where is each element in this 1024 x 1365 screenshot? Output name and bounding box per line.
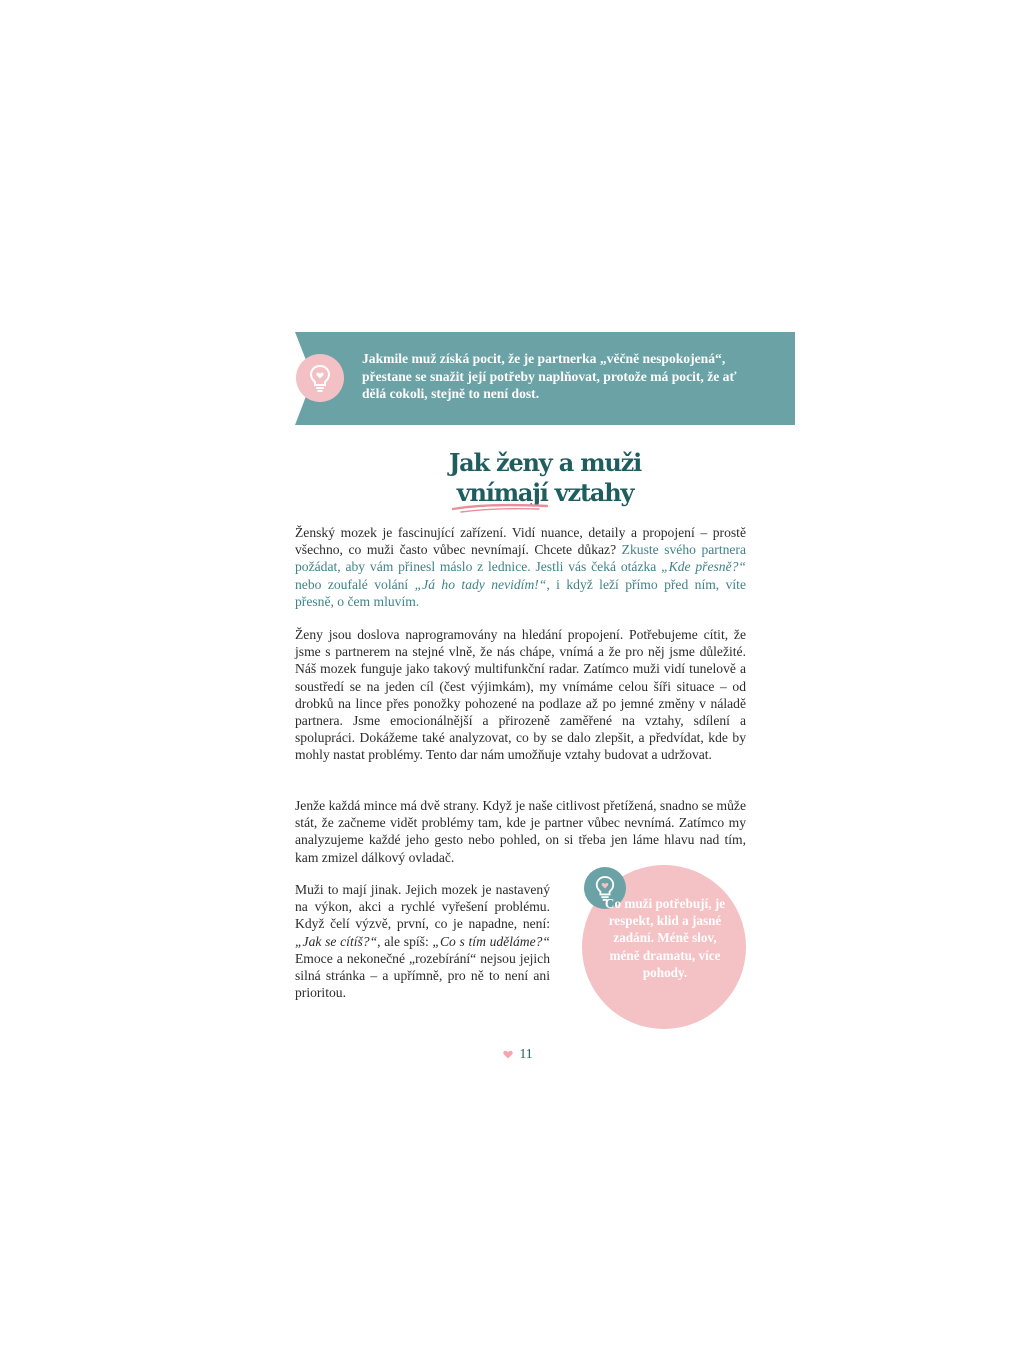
- lightbulb-heart-icon: [296, 354, 344, 402]
- p1-text-a: Ženský mozek je fascinující zařízení. Vidí nuance, detaily a propojení – prostě všechno, co muži často vůbec nevnímají. Chcete důkaz?: [295, 525, 746, 558]
- banner-quote-text: Jakmile muž získá pocit, že je partnerka „věčně nespokojená“, přestane se snažit její potřeby naplňovat, protože má pocit, že ať dělá cokoli, stejně to není dost.: [362, 351, 737, 401]
- p1-text-e: „Já ho tady nevidím!“: [414, 576, 547, 592]
- paragraph-1: [295, 524, 746, 610]
- p1-text-c: „Kde přesně?“: [661, 559, 746, 575]
- p4-text-d: „Co s tím uděláme?“: [432, 933, 550, 949]
- p1-text-b: Zkuste svého partnera požádat, aby vám přinesl máslo z lednice. Jestli vás čeká otázka: [295, 542, 746, 575]
- page-number-text: 11: [519, 1046, 533, 1061]
- pink-brush-underline: [451, 500, 551, 514]
- heart-icon: [503, 1050, 513, 1059]
- p4-text-c: , ale spíš:: [377, 933, 433, 949]
- section-heading: [295, 448, 795, 508]
- heading-line-2: [457, 478, 633, 508]
- p4-text-b: „Jak se cítíš?“: [295, 933, 378, 949]
- quote-banner: [295, 332, 795, 425]
- callout-text: Co muži potřebují, je respekt, klid a jasné zadání. Méně slov, méně dramatu, více pohody.: [604, 896, 726, 980]
- paragraph-2: Ženy jsou doslova naprogramovány na hledání propojení. Potřebujeme cítit, že jsme s partnerem na stejné vlně, že nás chápe, vnímá a že pro něj jsme důležité. Náš mozek funguje jako takový multifunkční radar. Zatímco muži vidí tunelově a soustředí se na jeden cíl (čest výjimkám), my vnímáme celou šíři situace – od drobků na lince přes ponožky pohozené na podlaze až po jemné změny v náladě partnera. Jsme emocionálnější a přirozeně zaměřené na vztahy, sdílení a spolupráci. Dokážeme také analyzovat, co by se dalo zlepšit, a předvídat, kde by mohly nastat problémy. Tento dar nám umožňuje vztahy budovat a udržovat.: [295, 627, 746, 763]
- heading-line-2-text: vnímají vztahy: [456, 478, 634, 507]
- heading-line-1: Jak ženy a muži: [448, 448, 642, 477]
- p1-text-d: nebo zoufalé volání: [295, 576, 415, 592]
- paragraph-3: Jenže každá mince má dvě strany. Když je naše citlivost přetížená, snadno se může stát, že začneme vidět problémy tam, kde je partner vůbec nevnímá. Zatímco my analyzujeme každé jeho gesto nebo pohled, on si třeba jen láme hlavu nad tím, kam zmizel dálkový ovladač.: [295, 798, 746, 865]
- page-number: [488, 1046, 548, 1062]
- p4-text-e: Emoce a nekonečné „rozebírání“ nejsou jejich silná stránka – a upřímně, pro ně to není ani prioritou.: [295, 950, 550, 1001]
- p4-text-a: Muži to mají jinak. Jejich mozek je nastavený na výkon, akci a rychlé vyřešení problému. Když čelí výzvě, první, co je napadne, není:: [295, 882, 550, 932]
- paragraph-4: [295, 881, 550, 1001]
- p1-text-f: , i když leží přímo před ním, víte přesně, o čem mluvím.: [295, 576, 746, 609]
